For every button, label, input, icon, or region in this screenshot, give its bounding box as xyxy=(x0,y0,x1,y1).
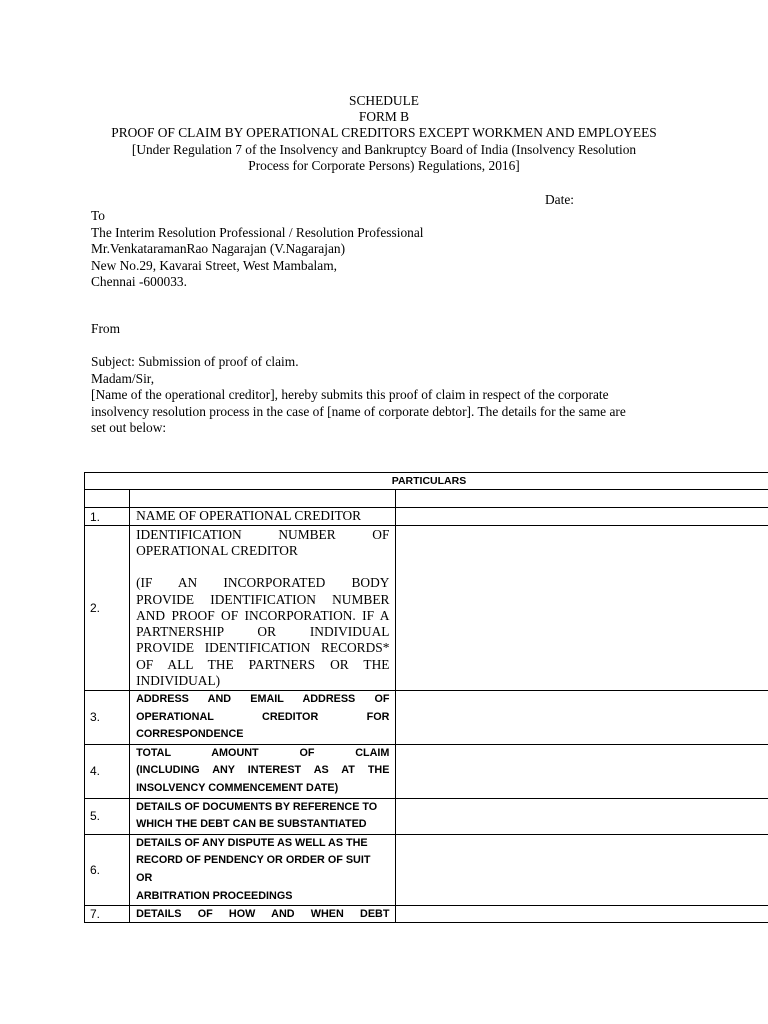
paragraph-line-3: set out below: xyxy=(91,420,167,435)
row-number: 7. xyxy=(85,906,130,923)
particular-text: DETAILS OF DOCUMENTS BY REFERENCE TO xyxy=(136,800,378,813)
row-value-cell xyxy=(396,906,768,923)
particular-text: RECORD OF PENDENCY OR ORDER OF SUIT xyxy=(136,854,371,867)
table-row xyxy=(85,691,768,745)
table-blank-row xyxy=(85,490,768,508)
row-value-cell xyxy=(396,691,768,745)
row-particular xyxy=(130,691,396,745)
from-label: From xyxy=(91,321,121,336)
table-row xyxy=(85,744,768,798)
paragraph-line-2: insolvency resolution process in the case of [name of corporate debtor]. The details for the same are xyxy=(91,403,626,419)
schedule-heading: SCHEDULE xyxy=(349,93,419,108)
particular-text: OF ALL THE PARTNERS OR THE xyxy=(136,656,390,672)
particular-text: OPERATIONAL CREDITOR FOR xyxy=(136,710,390,723)
particular-text: OR xyxy=(136,871,153,884)
particular-text: WHICH THE DEBT CAN BE SUBSTANTIATED xyxy=(136,818,367,831)
table-row xyxy=(85,834,768,905)
form-title: PROOF OF CLAIM BY OPERATIONAL CREDITORS EXCEPT WORKMEN AND EMPLOYEES xyxy=(111,125,657,141)
row-number: 2. xyxy=(85,526,130,691)
row-number: 5. xyxy=(85,798,130,834)
table-heading-row xyxy=(85,473,768,490)
row-value-cell xyxy=(396,508,768,526)
table-row xyxy=(85,526,768,691)
row-particular xyxy=(130,526,396,691)
salutation: Madam/Sir, xyxy=(91,370,155,386)
particular-text: CORRESPONDENCE xyxy=(136,728,244,741)
particular-text: ADDRESS AND EMAIL ADDRESS OF xyxy=(136,693,390,705)
form-header xyxy=(60,93,708,174)
table-cell xyxy=(130,490,396,508)
particular-text: ARBITRATION PROCEEDINGS xyxy=(136,889,293,902)
particular-text: INSOLVENCY COMMENCEMENT DATE) xyxy=(136,781,339,794)
regulation-line-1: [Under Regulation 7 of the Insolvency and Bankruptcy Board of India (Insolvency Resolution xyxy=(131,141,637,157)
address-line-1: The Interim Resolution Professional / Resolution Professional xyxy=(91,224,424,240)
table-row xyxy=(85,798,768,834)
table-row xyxy=(85,508,768,526)
row-particular xyxy=(130,906,396,923)
particular-text: OPERATIONAL CREDITOR xyxy=(136,543,298,559)
particular-text: (IF AN INCORPORATED BODY xyxy=(136,575,390,591)
letter-body xyxy=(91,354,626,437)
form-label: FORM B xyxy=(358,109,410,125)
row-particular xyxy=(130,834,396,905)
row-number: 4. xyxy=(85,744,130,798)
row-particular xyxy=(130,798,396,834)
row-number: 3. xyxy=(85,691,130,745)
paragraph-line-1: [Name of the operational creditor], hereby submits this proof of claim in respect of the corporate xyxy=(91,387,609,402)
particular-text: (INCLUDING ANY INTEREST AS AT THE xyxy=(136,764,390,777)
particular-text: DETAILS OF HOW AND WHEN DEBT xyxy=(136,907,390,920)
date-label: Date: xyxy=(545,192,574,207)
particular-text: AND PROOF OF INCORPORATION. IF A xyxy=(136,607,390,623)
address-line-4: Chennai -600033. xyxy=(91,274,187,289)
to-label: To xyxy=(91,208,105,223)
address-line-2: Mr.VenkataramanRao Nagarajan (V.Nagarajan) xyxy=(91,241,346,256)
row-value-cell xyxy=(396,526,768,691)
particulars-heading: PARTICULARS xyxy=(85,473,768,490)
particular-text: NAME OF OPERATIONAL CREDITOR xyxy=(136,508,362,524)
row-number: 6. xyxy=(85,834,130,905)
row-value-cell xyxy=(396,834,768,905)
particular-text: DETAILS OF ANY DISPUTE AS WELL AS THE xyxy=(136,836,368,849)
particular-text: PROVIDE IDENTIFICATION NUMBER xyxy=(136,591,390,607)
row-number: 1. xyxy=(85,508,130,526)
particular-text: IDENTIFICATION NUMBER OF xyxy=(136,527,390,543)
row-particular xyxy=(130,508,396,526)
table-cell xyxy=(85,490,130,508)
particular-text: PROVIDE IDENTIFICATION RECORDS* xyxy=(136,640,390,656)
particular-text: PARTNERSHIP OR INDIVIDUAL xyxy=(136,624,390,640)
row-particular xyxy=(130,744,396,798)
table-row xyxy=(85,906,768,923)
regulation-line-2: Process for Corporate Persons) Regulations, 2016] xyxy=(248,157,520,173)
particulars-table xyxy=(84,472,768,923)
address-line-3: New No.29, Kavarai Street, West Mambalam, xyxy=(91,257,337,273)
particular-text: INDIVIDUAL) xyxy=(136,672,221,688)
row-value-cell xyxy=(396,744,768,798)
recipient-address xyxy=(91,208,424,291)
particular-text: TOTAL AMOUNT OF CLAIM xyxy=(136,746,390,759)
row-value-cell xyxy=(396,798,768,834)
table-cell xyxy=(396,490,768,508)
subject-line: Subject: Submission of proof of claim. xyxy=(91,354,299,369)
